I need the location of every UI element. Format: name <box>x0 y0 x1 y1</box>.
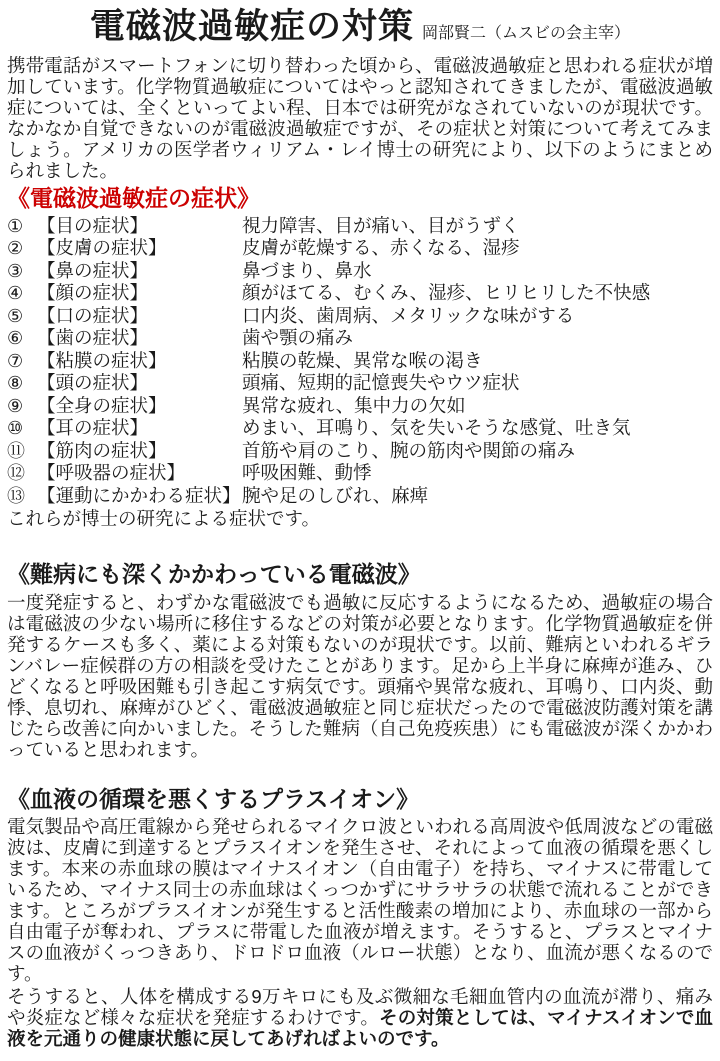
symptom-label: 【粘膜の症状】 <box>37 349 167 371</box>
symptom-label: 【運動にかかわる症状】 <box>37 484 241 506</box>
symptom-number: ④ <box>7 283 24 304</box>
symptom-desc: 顔がほてる、むくみ、湿疹、ヒリヒリした不快感 <box>242 282 651 304</box>
symptom-row-head <box>7 372 713 395</box>
symptom-number: ① <box>7 215 24 236</box>
symptom-label: 【顔の症状】 <box>37 282 149 304</box>
symptom-label: 【呼吸器の症状】 <box>37 462 186 484</box>
symptom-desc: 視力障害、目が痛い、目がうずく <box>242 214 520 236</box>
symptom-desc: めまい、耳鳴り、気を失いそうな感覚、吐き気 <box>242 417 631 439</box>
symptom-number: ② <box>7 238 24 259</box>
intro-paragraph: 携帯電話がスマートフォンに切り替わった頃から、電磁波過敏症と思われる症状が増加しています。化学物質過敏症についてはやっと認知されてきましたが、電磁波過敏症については、全くといってよい程、日本では研究がなされていないのが現状です。なかなか自覚できないのが電磁波過敏症ですが、その症状と対策について考えてみましょう。アメリカの医学者ウィリアム・レイ博士の研究により、以下のようにまとめられました。 <box>7 54 713 181</box>
symptom-number: ⑦ <box>7 350 24 371</box>
symptom-label: 【皮膚の症状】 <box>37 237 167 259</box>
symptom-desc: 皮膚が乾燥する、赤くなる、湿疹 <box>242 237 520 259</box>
symptom-row-skin <box>7 237 713 260</box>
page-title: 電磁波過敏症の対策 <box>89 7 414 46</box>
symptom-row-respiratory <box>7 462 713 485</box>
symptom-row-teeth <box>7 327 713 350</box>
symptom-label: 【頭の症状】 <box>37 372 149 394</box>
nanbyo-paragraph: 一度発症すると、わずかな電磁波でも過敏に反応するようになるため、過敏症の場合は電磁波の少ない場所に移住するなどの対策が必要となります。化学物質過敏症を併発するケースも多く、薬による対策もないのが現状です。以前、難病といわれるギランバレー症候群の方の相談を受けたことがあります。足から上半身に麻痺が進み、ひどくなると呼吸困難も引き起こす病気です。頭痛や異常な疲れ、耳鳴り、口内炎、動悸、息切れ、麻痺がひどく、電磁波過敏症と同じ症状だったので電磁波防護対策を講じたら改善に向かいました。そうした難病（自己免疫疾患）にも電磁波が深くかかわっていると思われます。 <box>7 591 713 760</box>
section-spacer <box>7 531 713 547</box>
plusion-paragraph-2-bold: その対策としては、マイナスイオンで血液を元通りの健康状態に戻してあげればよいのです。 <box>7 1007 714 1050</box>
symptom-label: 【口の症状】 <box>37 304 149 326</box>
symptom-number: ⑩ <box>7 418 24 439</box>
symptom-row-face <box>7 282 713 305</box>
symptom-desc: 呼吸困難、動悸 <box>242 462 372 484</box>
section-spacer <box>7 762 713 772</box>
symptom-row-nose <box>7 260 713 283</box>
plusion-paragraph-1: 電気製品や高圧電線から発せられるマイクロ波といわれる高周波や低周波などの電磁波は、皮膚に到達するとプラスイオンを発生させ、それによって血液の循環を悪くします。本来の赤血球の膜はマイナスイオン（自由電子）を持ち、マイナスに帯電しているため、マイナス同士の赤血球はくっつかずにサラサラの状態で流れることができます。ところがプラスイオンが発生すると活性酸素の増加により、赤血球の一部から自由電子が奪われ、プラスに帯電した血液が増えます。そうすると、プラスとマイナスの血液がくっつきあり、ドロドロ血液（ルロー状態）となり、血流が悪くなるのです。 <box>7 816 713 985</box>
symptom-label: 【耳の症状】 <box>37 417 149 439</box>
nanbyo-heading: 《難病にも深くかかわっている電磁波》 <box>7 561 421 588</box>
symptom-row-ear <box>7 417 713 440</box>
symptom-number: ⑫ <box>7 463 25 484</box>
symptom-row-motor <box>7 485 713 508</box>
symptom-number: ⑬ <box>7 485 25 506</box>
symptom-row-eyes <box>7 215 713 238</box>
plusion-heading: 《血液の循環を悪くするプラスイオン》 <box>7 785 420 812</box>
symptom-number: ⑤ <box>7 305 24 326</box>
symptom-label: 【筋肉の症状】 <box>37 439 167 461</box>
symptom-number: ③ <box>7 260 24 281</box>
symptom-number: ⑥ <box>7 328 24 349</box>
symptom-row-whole-body <box>7 395 713 418</box>
symptom-desc: 首筋や肩のこり、腕の筋肉や関節の痛み <box>242 439 576 461</box>
symptom-label: 【歯の症状】 <box>37 327 149 349</box>
symptom-desc: 腕や足のしびれ、麻痺 <box>242 484 429 506</box>
symptom-number: ⑧ <box>7 373 24 394</box>
symptoms-list <box>7 215 713 508</box>
symptom-row-muscle <box>7 440 713 463</box>
symptom-label: 【目の症状】 <box>37 214 149 236</box>
document-header <box>7 8 713 47</box>
symptom-label: 【鼻の症状】 <box>37 259 149 281</box>
symptom-label: 【全身の症状】 <box>37 394 167 416</box>
symptom-row-mouth <box>7 305 713 328</box>
symptom-row-mucosa <box>7 350 713 373</box>
symptoms-footer: これらが博士の研究による症状です。 <box>7 508 321 530</box>
symptoms-heading: 《電磁波過敏症の症状》 <box>7 184 260 211</box>
plusion-paragraph-2-normal: そうすると、人体を構成する9万キロにも及ぶ微細な毛細血管内の血流が滞り、痛みや炎症など様々な症状を発症するわけです。 <box>7 986 713 1029</box>
symptom-desc: 異常な疲れ、集中力の欠如 <box>242 394 466 416</box>
symptom-desc: 歯や顎の痛み <box>242 327 354 349</box>
page-author: 岡部賢二（ムスビの会主宰） <box>422 25 631 42</box>
symptom-desc: 口内炎、歯周病、メタリックな味がする <box>242 304 575 326</box>
symptom-desc: 粘膜の乾燥、異常な喉の渇き <box>242 349 483 371</box>
symptom-number: ⑨ <box>7 395 24 416</box>
symptom-desc: 頭痛、短期的記憶喪失やウツ症状 <box>242 372 520 394</box>
symptom-desc: 鼻づまり、鼻水 <box>242 259 372 281</box>
symptom-number: ⑪ <box>7 440 25 461</box>
